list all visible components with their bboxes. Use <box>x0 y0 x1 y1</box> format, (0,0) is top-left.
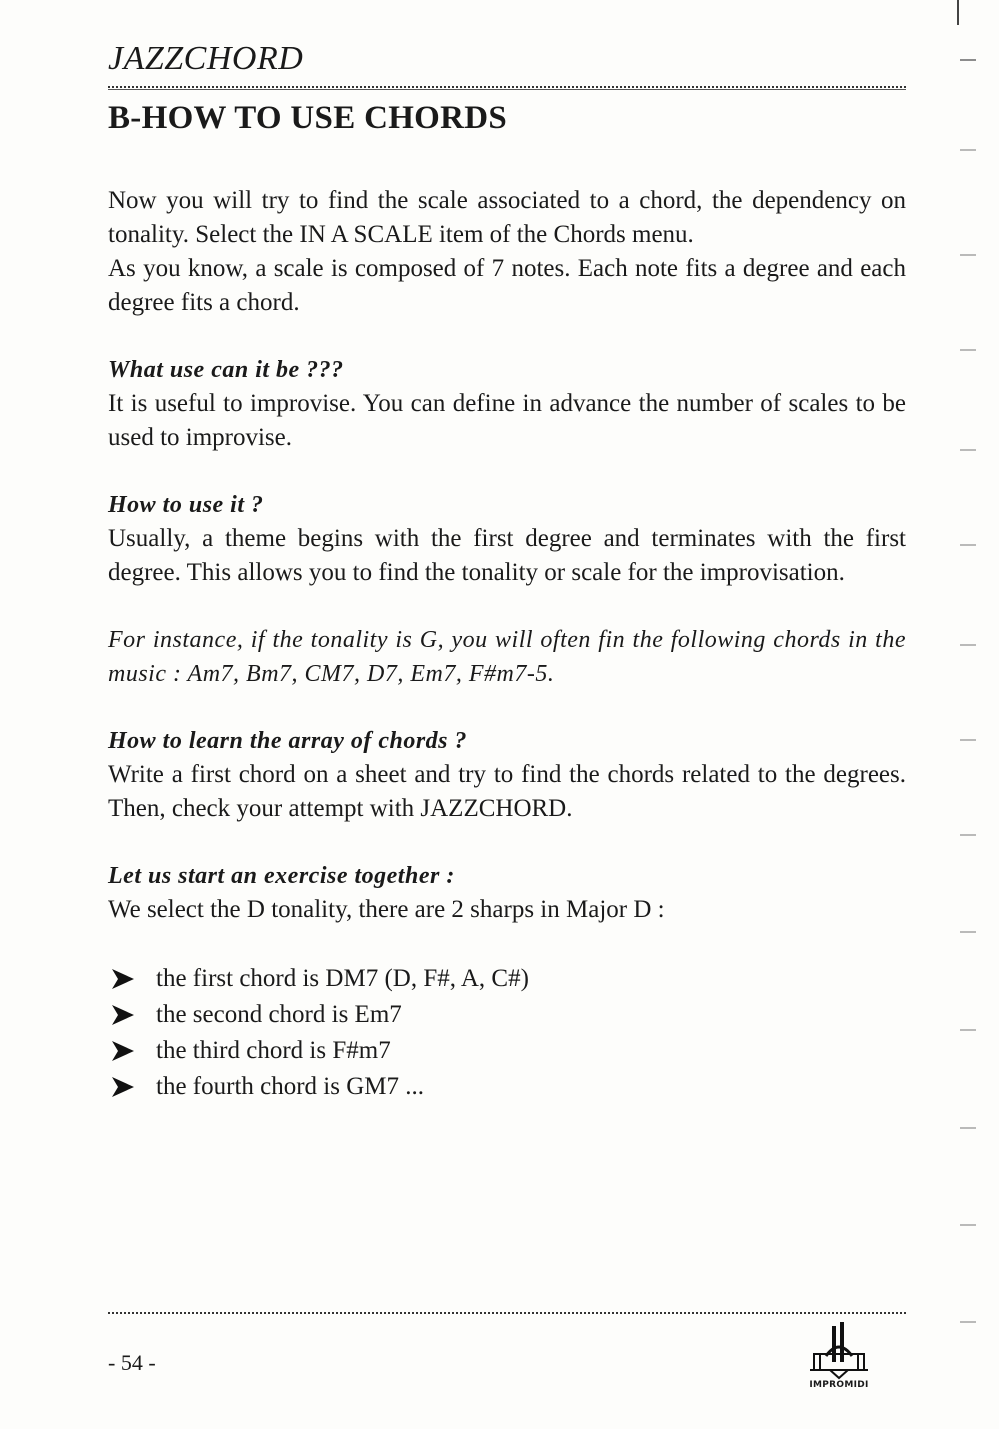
intro-paragraph-1: Now you will try to find the scale associated to a chord, the dependency on tonality. Select the IN A SCALE item of the Chords menu. <box>108 187 906 248</box>
chord-list <box>108 961 906 1105</box>
margin-marks <box>950 0 990 1429</box>
arrowhead-icon <box>112 1077 134 1097</box>
question-text-3: Write a first chord on a sheet and try to find the chords related to the degrees. Then, check your attempt with JAZZCHORD. <box>108 761 906 822</box>
running-title: JAZZCHORD <box>108 40 304 77</box>
example-paragraph: For instance, if the tonality is G, you will often fin the following chords in the music : Am7, Bm7, CM7, D7, Em7, F#m7-5. <box>108 627 906 687</box>
list-item <box>108 1033 906 1069</box>
arrowhead-icon <box>112 1005 134 1025</box>
list-item-text: the third chord is F#m7 <box>156 1037 391 1064</box>
question-text-2: Usually, a theme begins with the first degree and terminates with the first degree. This allows you to find the tonality or scale for the improvisation. <box>108 525 906 586</box>
impromidi-logo <box>796 1318 882 1394</box>
list-item <box>108 961 906 997</box>
list-item-text: the fourth chord is GM7 ... <box>156 1073 425 1100</box>
question-heading-3: How to learn the array of chords ? <box>108 728 468 754</box>
list-item-text: the first chord is DM7 (D, F#, A, C#) <box>156 965 529 992</box>
question-heading-4: Let us start an exercise together : <box>108 863 455 889</box>
arrowhead-icon <box>112 969 134 989</box>
section-title: B-HOW TO USE CHORDS <box>108 100 508 136</box>
header-rule <box>108 86 906 88</box>
impromidi-logo-icon <box>796 1318 882 1380</box>
question-text-4: We select the D tonality, there are 2 sharps in Major D : <box>108 896 665 923</box>
question-heading-2: How to use it ? <box>108 492 264 518</box>
page-number: - 54 - <box>108 1350 156 1375</box>
header-rule-line <box>108 89 906 90</box>
footer-rule <box>108 1312 906 1314</box>
question-heading-1: What use can it be ??? <box>108 357 344 383</box>
list-item <box>108 1069 906 1105</box>
page-body <box>108 184 906 1105</box>
arrowhead-icon <box>112 1041 134 1061</box>
list-item-text: the second chord is Em7 <box>156 1001 402 1028</box>
question-text-1: It is useful to improvise. You can define in advance the number of scales to be used to improvise. <box>108 390 906 451</box>
logo-text: IMPROMIDI <box>809 1380 869 1390</box>
intro-paragraph-2: As you know, a scale is composed of 7 notes. Each note fits a degree and each degree fits a chord. <box>108 255 906 316</box>
list-item <box>108 997 906 1033</box>
